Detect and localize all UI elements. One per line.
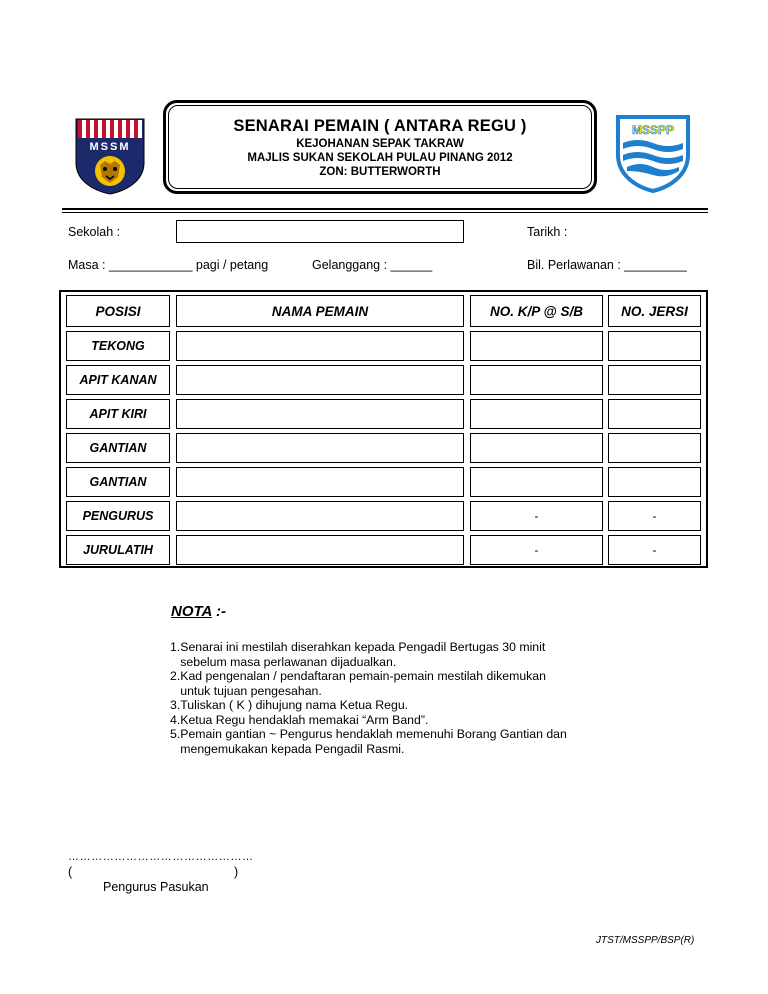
no-jersi-field[interactable]: - bbox=[608, 501, 701, 531]
signature-line: ………………………………………… bbox=[68, 851, 254, 863]
perlawanan-label: Bil. Perlawanan : _________ bbox=[527, 258, 687, 272]
nota-heading bbox=[171, 603, 226, 620]
header-posisi: POSISI bbox=[66, 295, 170, 327]
nota-item: untuk tujuan pengesahan. bbox=[170, 683, 322, 698]
header-nama-pemain: NAMA PEMAIN bbox=[176, 295, 464, 327]
sekolah-field[interactable] bbox=[176, 220, 464, 243]
no-jersi-field[interactable] bbox=[608, 433, 701, 463]
no-jersi-field[interactable] bbox=[608, 365, 701, 395]
header-divider bbox=[62, 208, 708, 210]
nota-item: 5.Pemain gantian ~ Pengurus hendaklah memenuhi Borang Gantian dan bbox=[170, 727, 567, 741]
signature-label: Pengurus Pasukan bbox=[103, 880, 209, 894]
header-no-kp: NO. K/P @ S/B bbox=[470, 295, 603, 327]
nama-pemain-field[interactable] bbox=[176, 331, 464, 361]
organizer-name: MAJLIS SUKAN SEKOLAH PULAU PINANG 2012 bbox=[247, 152, 513, 164]
no-kp-field[interactable]: - bbox=[470, 535, 603, 565]
nota-item: mengemukakan kepada Pengadil Rasmi. bbox=[170, 741, 405, 756]
nota-item: sebelum masa perlawanan dijadualkan. bbox=[170, 654, 397, 669]
nota-item: 1.Senarai ini mestilah diserahkan kepada Pengadil Bertugas 30 minit bbox=[170, 640, 546, 654]
form-code: JTST/MSSPP/BSP(R) bbox=[596, 935, 695, 946]
page-title: SENARAI PEMAIN ( ANTARA REGU ) bbox=[233, 117, 527, 135]
no-kp-field[interactable]: - bbox=[470, 501, 603, 531]
posisi-cell: APIT KANAN bbox=[66, 365, 170, 395]
posisi-cell: PENGURUS bbox=[66, 501, 170, 531]
posisi-cell: GANTIAN bbox=[66, 467, 170, 497]
nama-pemain-field[interactable] bbox=[176, 501, 464, 531]
signature-close-paren: ) bbox=[234, 865, 239, 879]
no-jersi-field[interactable] bbox=[608, 331, 701, 361]
header-divider-thin bbox=[62, 212, 708, 213]
nama-pemain-field[interactable] bbox=[176, 433, 464, 463]
nama-pemain-field[interactable] bbox=[176, 535, 464, 565]
tarikh-label: Tarikh : bbox=[527, 225, 568, 239]
gelanggang-label: Gelanggang : ______ bbox=[312, 258, 433, 272]
posisi-cell: JURULATIH bbox=[66, 535, 170, 565]
title-box bbox=[168, 105, 592, 189]
nota-item: 4.Ketua Regu hendaklah memakai “Arm Band”. bbox=[170, 712, 429, 727]
nota-title: NOTA bbox=[171, 603, 212, 620]
no-kp-field[interactable] bbox=[470, 365, 603, 395]
no-kp-field[interactable] bbox=[470, 433, 603, 463]
no-kp-field[interactable] bbox=[470, 331, 603, 361]
no-jersi-field[interactable] bbox=[608, 399, 701, 429]
mssm-logo-text: MSSM bbox=[89, 141, 131, 153]
signature-open-paren: ( bbox=[68, 865, 73, 879]
msspp-logo-text: MSSPP bbox=[631, 123, 675, 137]
masa-label: Masa : ____________ pagi / petang bbox=[68, 258, 269, 272]
nota-suffix: :- bbox=[211, 603, 226, 620]
zone-name: ZON: BUTTERWORTH bbox=[319, 166, 441, 178]
nama-pemain-field[interactable] bbox=[176, 467, 464, 497]
no-kp-field[interactable] bbox=[470, 399, 603, 429]
nota-item: 2.Kad pengenalan / pendaftaran pemain-pemain mestilah dikemukan bbox=[170, 669, 546, 683]
posisi-cell: GANTIAN bbox=[66, 433, 170, 463]
header-no-jersi: NO. JERSI bbox=[608, 295, 701, 327]
no-jersi-field[interactable]: - bbox=[608, 535, 701, 565]
sekolah-label: Sekolah : bbox=[68, 225, 121, 239]
msspp-logo bbox=[614, 113, 692, 193]
nama-pemain-field[interactable] bbox=[176, 365, 464, 395]
nama-pemain-field[interactable] bbox=[176, 399, 464, 429]
posisi-cell: TEKONG bbox=[66, 331, 170, 361]
no-kp-field[interactable] bbox=[470, 467, 603, 497]
posisi-cell: APIT KIRI bbox=[66, 399, 170, 429]
no-jersi-field[interactable] bbox=[608, 467, 701, 497]
nota-item: 3.Tuliskan ( K ) dihujung nama Ketua Regu. bbox=[170, 698, 409, 712]
mssm-logo bbox=[74, 117, 146, 195]
event-name: KEJOHANAN SEPAK TAKRAW bbox=[296, 138, 464, 150]
